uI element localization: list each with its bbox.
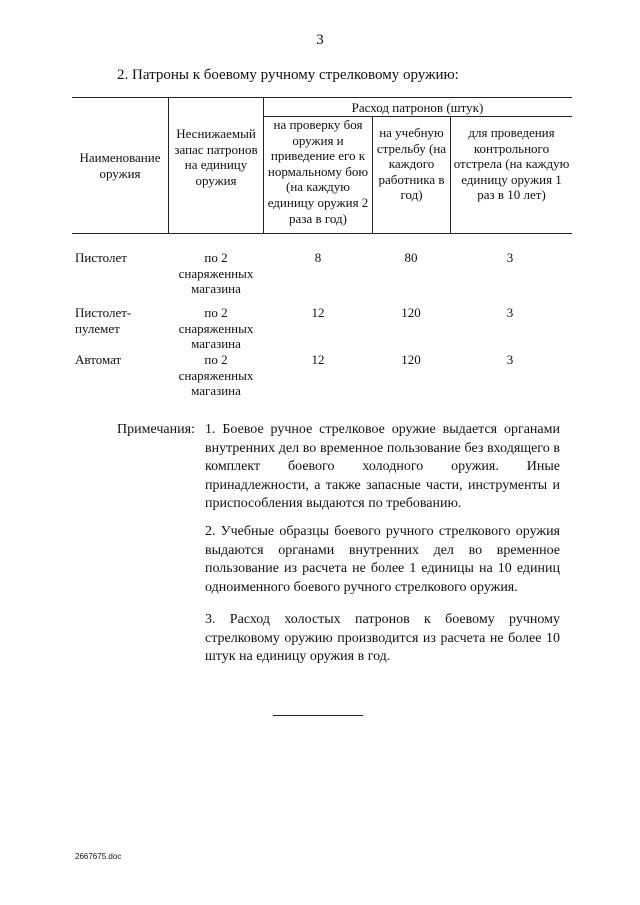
table-top-border [72, 97, 572, 98]
note-text: 1. Боевое ручное стрелковое оружие выдается органами внутренних дел во временное пользование без входящего в комплект боевого холодного оружия. Иные принадлежности, а также запасные части, инструменты и приспособления выдаются по требованию. [205, 422, 560, 512]
note-text: 2. Учебные образцы боевого ручного стрелкового оружия выдаются органами внутренних дел во временное пользование из расчета не более 1 единицы на 10 единиц одноименного боевого ручного стрелкового оружия. [205, 524, 560, 595]
end-separator-line [273, 715, 363, 716]
column-divider [168, 97, 169, 233]
row-check: 12 [311, 305, 325, 320]
row-reserve: по 2 снаряженных магазина [178, 305, 254, 352]
row-check: 8 [314, 250, 322, 265]
page-number: 3 [316, 32, 324, 48]
row-name: Автомат [75, 352, 122, 367]
row-check: 12 [311, 352, 325, 367]
row-training: 80 [404, 250, 418, 265]
row-control: 3 [506, 352, 514, 367]
note-text: 3. Расход холостых патронов к боевому ручному стрелковому оружию производится из расчета не более 10 штук на единицу оружия в год. [205, 612, 560, 665]
row-control: 3 [506, 250, 514, 265]
row-name: Пистолет-пулемет [75, 305, 132, 336]
note-item [205, 611, 560, 667]
header-consumption: Расход патронов (штук) [351, 100, 484, 115]
header-reserve: Неснижаемый запас патронов на единицу оружия [174, 126, 258, 188]
table-header-bottom-border [72, 233, 572, 234]
header-check: на проверку боя оружия и приведение его к нормальному бою (на каждую единицу оружия 2 раза в год) [267, 117, 369, 226]
document-id: 2667675.doc [75, 852, 122, 861]
section-title: 2. Патроны к боевому ручному стрелковому оружию: [117, 67, 459, 83]
row-reserve: по 2 снаряженных магазина [178, 352, 254, 399]
header-training: на учебную стрельбу (на каждого работника в год) [376, 125, 447, 203]
row-training: 120 [401, 352, 421, 367]
row-training: 120 [401, 305, 421, 320]
row-name: Пистолет [75, 250, 127, 265]
row-reserve: по 2 снаряженных магазина [178, 250, 254, 297]
notes-label: Примечания: [117, 422, 195, 437]
row-control: 3 [506, 305, 514, 320]
column-divider [450, 116, 451, 233]
note-item [205, 421, 560, 514]
note-item [205, 523, 560, 597]
column-divider [263, 97, 264, 233]
header-control: для проведения контрольного отстрела (на каждую единицу оружия 1 раз в 10 лет) [453, 125, 570, 203]
header-name: Наименование оружия [79, 150, 161, 181]
column-divider [372, 116, 373, 233]
